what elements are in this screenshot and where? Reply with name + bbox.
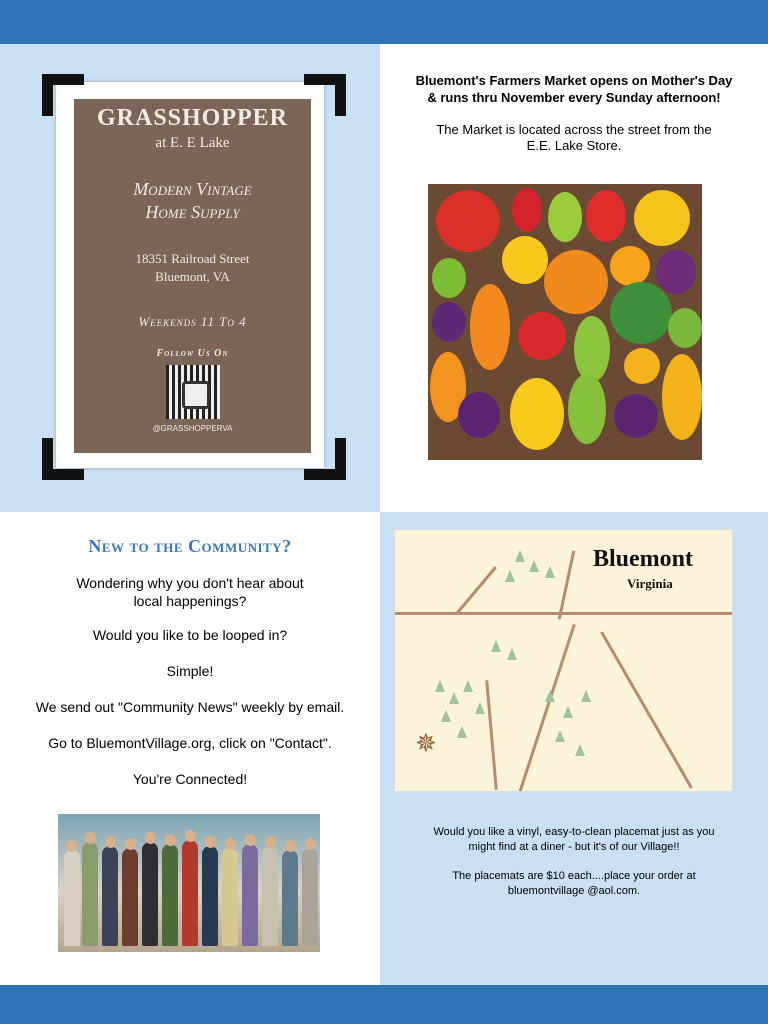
- poster-hours: Weekends 11 To 4: [138, 314, 247, 329]
- poster-handle: @GRASSHOPPERVA: [152, 424, 233, 433]
- headline-line: Bluemont's Farmers Market opens on Mother's Day: [415, 73, 733, 88]
- qr-code-icon[interactable]: [166, 365, 220, 419]
- location-line: The Market is located across the street from the: [436, 122, 712, 137]
- placemat-line: The placemats are $10 each....place your order at: [452, 870, 696, 882]
- group-photo: [58, 814, 320, 952]
- community-text: We send out "Community News" weekly by email.: [35, 699, 345, 715]
- community-text: Wondering why you don't hear about: [76, 575, 304, 591]
- slogan-line: Home Supply: [145, 202, 240, 222]
- community-text: You're Connected!: [132, 771, 248, 787]
- grasshopper-panel: [0, 44, 380, 512]
- compass-icon: ✵: [415, 728, 437, 758]
- community-title: New to the Community?: [88, 536, 292, 556]
- placemat-line: might find at a diner - but it's of our Village!!: [468, 841, 680, 853]
- poster-slogan: [74, 178, 311, 224]
- farmers-market-panel: [380, 44, 768, 512]
- placemat-order-text: [380, 869, 768, 899]
- location-line: E.E. Lake Store.: [526, 138, 622, 153]
- community-text: Go to BluemontVillage.org, click on "Contact".: [48, 735, 332, 751]
- address-line: 18351 Railroad Street: [135, 251, 250, 266]
- bottom-band: [0, 985, 768, 1024]
- address-line: Bluemont, VA: [155, 269, 230, 284]
- placemat-line: Would you like a vinyl, easy-to-clean placemat just as you: [433, 826, 715, 838]
- poster-follow: Follow Us On: [156, 348, 229, 359]
- placemat-panel: [380, 512, 768, 985]
- placemat-line: bluemontvillage @aol.com.: [507, 885, 641, 897]
- map-title: Bluemont: [593, 546, 694, 572]
- grasshopper-poster: [74, 99, 311, 453]
- community-text: local happenings?: [133, 593, 247, 609]
- vegetables-image: [428, 184, 702, 460]
- bluemont-map: [394, 529, 733, 792]
- grasshopper-photo-frame: [56, 82, 324, 468]
- map-subtitle: Virginia: [627, 576, 673, 591]
- market-headline: [380, 72, 768, 106]
- top-band: [0, 0, 768, 44]
- poster-title: GRASSHOPPER: [96, 105, 289, 131]
- placemat-text: [380, 825, 768, 855]
- market-location: [380, 122, 768, 154]
- headline-line: & runs thru November every Sunday afternoon!: [427, 90, 721, 105]
- slogan-line: Modern Vintage: [133, 179, 252, 199]
- community-panel: [0, 512, 380, 985]
- community-text: Simple!: [166, 663, 214, 679]
- community-text: Would you like to be looped in?: [92, 627, 288, 643]
- poster-address: [74, 250, 311, 286]
- poster-subtitle: at E. E Lake: [155, 135, 230, 151]
